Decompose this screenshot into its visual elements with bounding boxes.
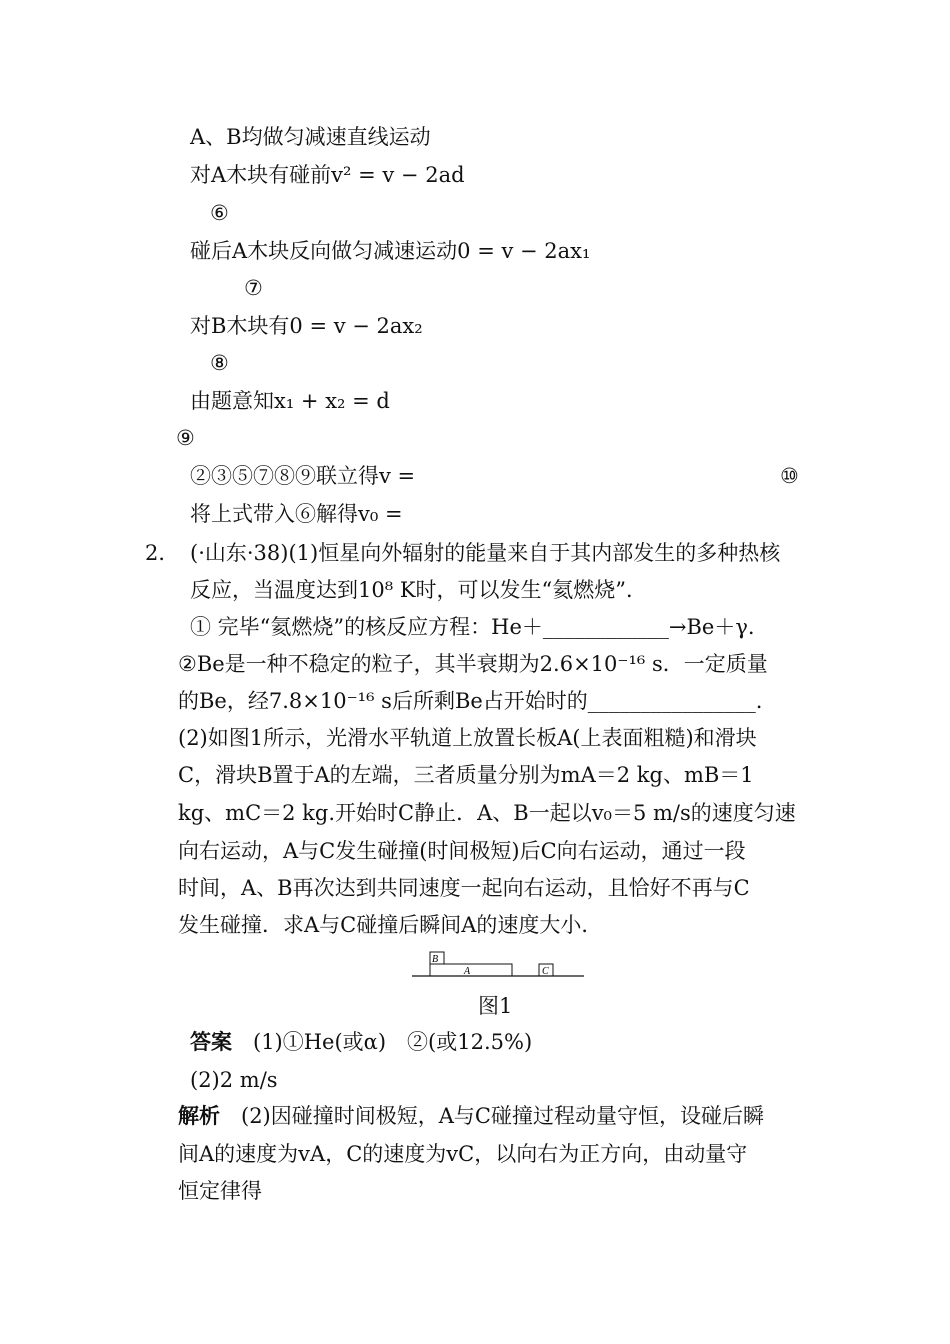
answer-part-2: (2)2 m/s: [190, 1068, 278, 1092]
equation-mark-9: ⑨: [176, 426, 195, 450]
step-line-4: 对B木块有0 = v − 2ax₂: [190, 314, 423, 338]
answer-part-1: (1)①He(或α) ②(或12.5%): [253, 1030, 533, 1054]
analysis-line-1: [178, 1101, 764, 1131]
analysis-text-1: (2)因碰撞时间极短，A与C碰撞过程动量守恒，设碰后瞬: [241, 1104, 764, 1128]
answer-label: 答案: [190, 1029, 232, 1054]
step-line-3: 碰后A木块反向做匀减速运动0 = v − 2ax₁: [190, 239, 591, 263]
question-line-2: 反应，当温度达到10⁸ K时，可以发生“氦燃烧”．: [190, 578, 647, 602]
question-line-11: 发生碰撞．求A与C碰撞后瞬间A的速度大小．: [178, 913, 603, 937]
label-a: A: [464, 966, 471, 977]
step-line-1: A、B均做匀减速直线运动: [190, 125, 431, 149]
equation-mark-10: ⑩: [780, 464, 799, 488]
board-a: [430, 964, 512, 976]
step-line-6: ②③⑤⑦⑧⑨联立得v =: [190, 464, 416, 488]
question-line-4: ②Be是一种不稳定的粒子，其半衰期为2.6×10⁻¹⁶ s．一定质量: [178, 652, 768, 676]
question-line-9: 向右运动，A与C发生碰撞(时间极短)后C向右运动，通过一段: [178, 839, 746, 863]
step-line-2: 对A木块有碰前v² = v − 2ad: [190, 163, 465, 187]
question-line-5: 的Be，经7.8×10⁻¹⁶ s后所剩Be占开始时的________________.: [178, 689, 763, 713]
analysis-line-3: 恒定律得: [178, 1179, 262, 1203]
question-line-7: C，滑块B置于A的左端，三者质量分别为mA＝2 kg、mB＝1: [178, 763, 754, 787]
label-b: B: [432, 954, 439, 965]
question-line-3: ① 完毕“氦燃烧”的核反应方程：He＋____________→Be＋γ.: [190, 615, 755, 639]
step-line-7: 将上式带入⑥解得v₀ =: [190, 502, 403, 526]
step-line-5: 由题意知x₁ + x₂ = d: [190, 389, 390, 413]
question-line-10: 时间，A、B再次达到共同速度一起向右运动，且恰好不再与C: [178, 876, 750, 900]
equation-mark-6: ⑥: [210, 201, 229, 225]
question-number: 2．: [145, 541, 180, 565]
question-line-6: (2)如图1所示，光滑水平轨道上放置长板A(上表面粗糙)和滑块: [178, 726, 757, 750]
label-c: C: [542, 966, 549, 977]
question-line-1: (·山东·38)(1)恒星向外辐射的能量来自于其内部发生的多种热核: [190, 541, 781, 565]
equation-mark-8: ⑧: [210, 351, 229, 375]
figure-1-diagram: [412, 948, 584, 980]
equation-mark-7: ⑦: [244, 276, 263, 300]
analysis-line-2: 间A的速度为vA，C的速度为vC，以向右为正方向，由动量守: [178, 1142, 748, 1166]
analysis-label: 解析: [178, 1103, 220, 1128]
figure-caption: 图1: [478, 994, 513, 1018]
answer-line-1: [190, 1027, 532, 1057]
question-line-8: kg、mC＝2 kg.开始时C静止．A、B一起以v₀＝5 m/s的速度匀速: [178, 801, 796, 825]
